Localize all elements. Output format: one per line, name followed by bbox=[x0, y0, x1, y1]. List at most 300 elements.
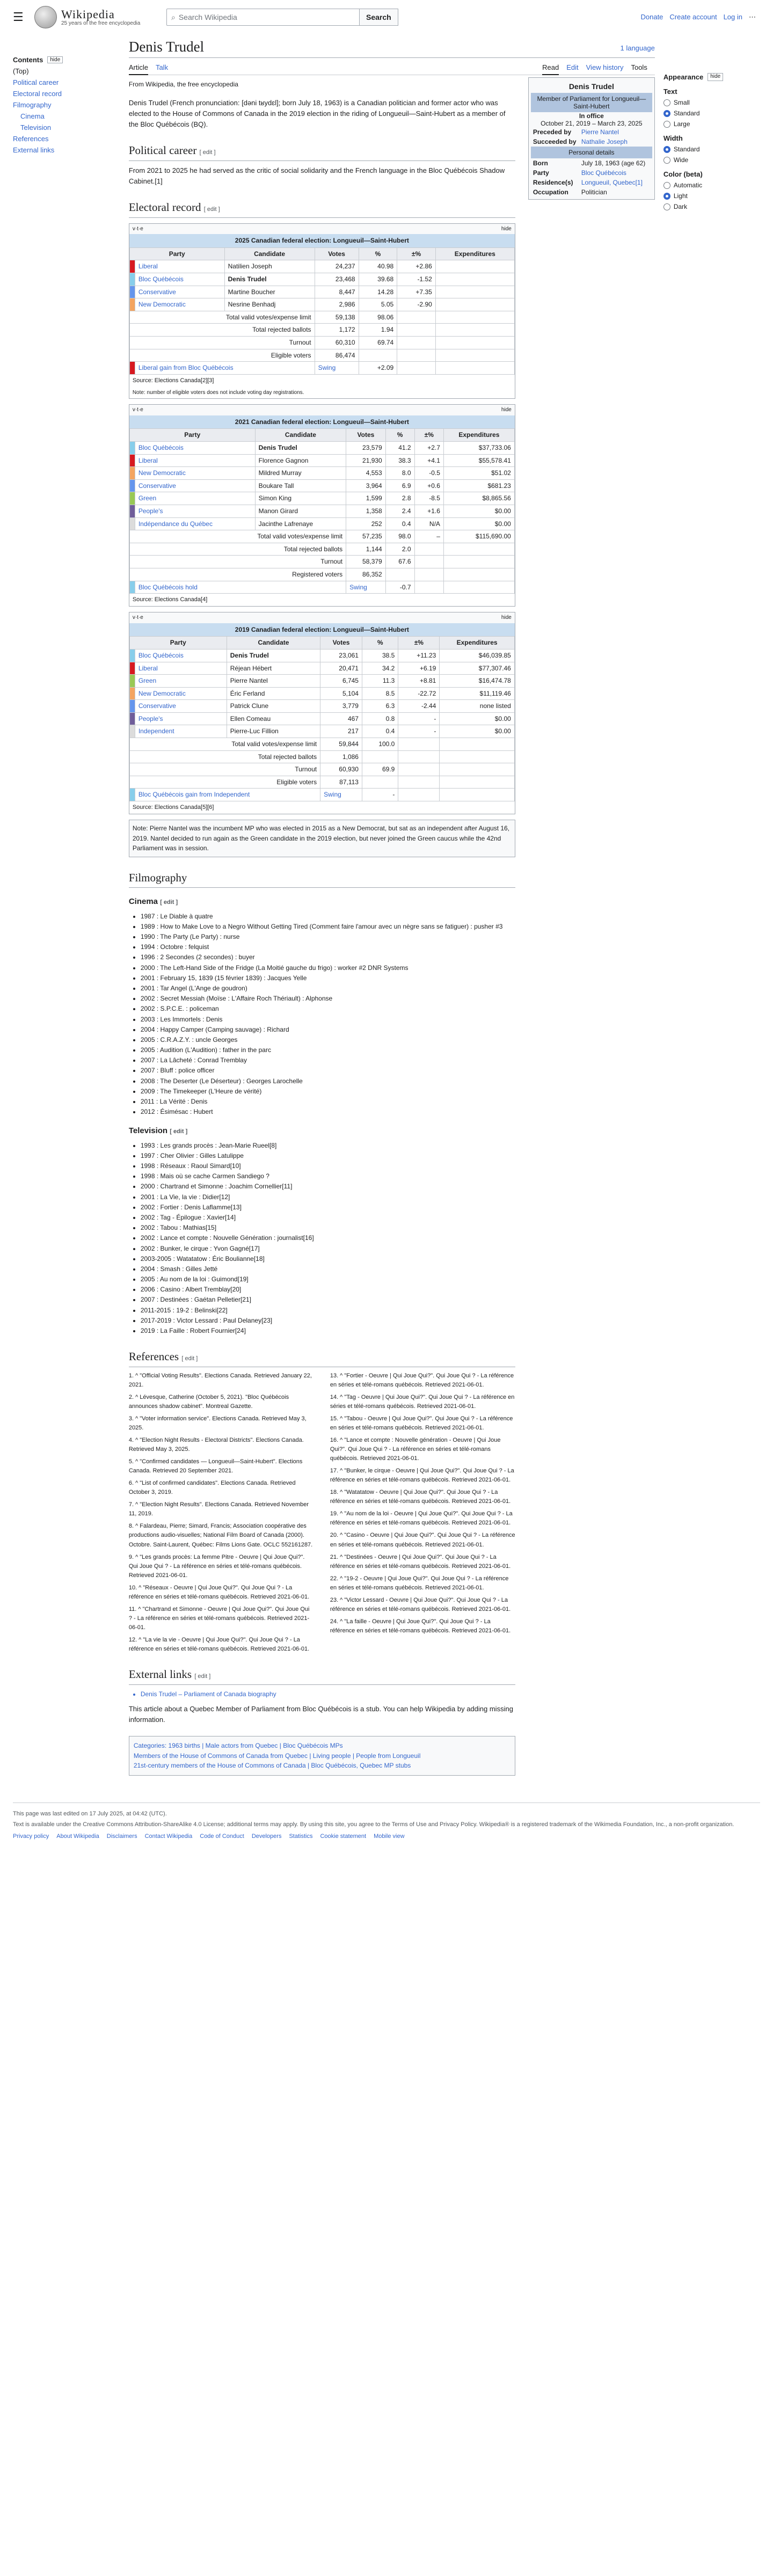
total-value: 98.06 bbox=[359, 311, 397, 324]
candidate-name[interactable]: Florence Gagnon bbox=[255, 454, 346, 467]
total-row bbox=[129, 556, 514, 568]
option-label: Standard bbox=[673, 145, 700, 153]
total-value: 69.9 bbox=[362, 763, 398, 776]
party-name[interactable]: Indépendance du Québec bbox=[135, 517, 255, 530]
cell-value: $681.23 bbox=[443, 479, 514, 492]
infobox-value[interactable]: Longueuil, Quebec[1] bbox=[581, 179, 643, 186]
radio-icon bbox=[663, 99, 670, 106]
footer-link[interactable]: Contact Wikipedia bbox=[144, 1833, 193, 1840]
tab-history[interactable]: View history bbox=[586, 63, 624, 71]
toc-item-television[interactable]: Television bbox=[20, 123, 52, 132]
candidate-name[interactable]: Simon King bbox=[255, 492, 346, 505]
party-name[interactable]: Conservative bbox=[135, 286, 224, 298]
list-item: • 2012 : Ésimésac : Hubert bbox=[141, 1107, 515, 1117]
party-name[interactable]: Independent bbox=[135, 725, 227, 738]
cell-value: 23,579 bbox=[346, 442, 386, 455]
swing-value: - bbox=[362, 789, 398, 801]
cell-value: $0.00 bbox=[443, 517, 514, 530]
vte-links[interactable]: v·t·e bbox=[132, 225, 143, 232]
party-name[interactable]: Liberal bbox=[135, 454, 255, 467]
gain-row bbox=[129, 581, 514, 594]
total-label: Turnout bbox=[129, 337, 315, 349]
footer-link[interactable]: Code of Conduct bbox=[200, 1833, 244, 1840]
infobox-value[interactable]: Nathalie Joseph bbox=[581, 138, 628, 145]
reference-item[interactable]: 22. ^ "19-2 - Oeuvre | Qui Joue Qui?". Qui Joue Qui ? - La référence en séries et télé-romans québécois. Retrieved 2021-06-01. bbox=[330, 1575, 509, 1591]
page-subtitle: From Wikipedia, the free encyclopedia bbox=[128, 81, 238, 88]
footer-link[interactable]: Developers bbox=[251, 1833, 282, 1840]
cell-value: +4.1 bbox=[414, 454, 443, 467]
option-label: Automatic bbox=[673, 181, 703, 189]
edit-section-link[interactable]: [ edit ] bbox=[199, 149, 216, 156]
total-label: Eligible voters bbox=[129, 776, 320, 789]
party-name[interactable]: Bloc Québécois bbox=[135, 442, 255, 455]
toc-hide-button[interactable]: hide bbox=[47, 56, 63, 63]
gain-text[interactable]: Bloc Québécois gain from Independent bbox=[135, 789, 320, 801]
reference-item[interactable]: 2. ^ Lévesque, Catherine (October 5, 2021). "Bloc Québécois announces shadow cabinet". Montreal Gazette. bbox=[128, 1393, 289, 1410]
party-color-swatch bbox=[129, 362, 135, 375]
total-label: Registered voters bbox=[129, 568, 346, 581]
menu-icon[interactable]: ☰ bbox=[13, 10, 24, 24]
radio-icon bbox=[663, 182, 670, 189]
column-header: Party bbox=[129, 429, 255, 442]
party-color-swatch bbox=[129, 712, 135, 725]
search-placeholder: Search Wikipedia bbox=[178, 13, 237, 21]
option-label: Large bbox=[673, 120, 690, 128]
swing-label[interactable]: Swing bbox=[315, 362, 359, 375]
width-wide-option[interactable] bbox=[663, 156, 760, 164]
reference-item[interactable]: 6. ^ "List of confirmed candidates". Elections Canada. Retrieved October 3, 2019. bbox=[128, 1480, 296, 1496]
cell-value bbox=[435, 273, 514, 286]
vte-links[interactable]: v·t·e bbox=[132, 407, 143, 413]
edit-section-link[interactable]: [ edit ] bbox=[170, 1128, 188, 1135]
radio-icon bbox=[663, 203, 670, 210]
party-name[interactable]: Liberal bbox=[135, 260, 224, 273]
gain-text[interactable]: Liberal gain from Bloc Québécois bbox=[135, 362, 315, 375]
reference-item[interactable]: 3. ^ "Voter information service". Elections Canada. Retrieved May 3, 2025. bbox=[128, 1415, 307, 1432]
cell-value: $0.00 bbox=[440, 712, 514, 725]
party-name[interactable]: Bloc Québécois bbox=[135, 273, 224, 286]
cell-value: +8.81 bbox=[398, 675, 440, 688]
cell-value: 5.05 bbox=[359, 298, 397, 311]
radio-icon bbox=[663, 146, 670, 153]
hide-toggle[interactable]: hide bbox=[501, 225, 512, 232]
list-item: • 1998 : Mais où se cache Carmen Sandiego ? bbox=[141, 1171, 515, 1181]
create-account-link[interactable]: Create account bbox=[669, 13, 717, 21]
list-item: • 2002 : Fortier : Denis Laflamme[13] bbox=[141, 1202, 515, 1213]
reference-item[interactable]: 20. ^ "Casino - Oeuvre | Qui Joue Qui?". Qui Joue Qui ? - La référence en séries et télé-romans québécois. Retrieved 2021-06-01. bbox=[330, 1532, 515, 1548]
table-row bbox=[129, 454, 514, 467]
appearance-hide-button[interactable]: hide bbox=[708, 73, 723, 81]
language-button[interactable]: 1 language bbox=[620, 44, 655, 52]
option-label: Wide bbox=[673, 156, 689, 164]
candidate-name[interactable]: Denis Trudel bbox=[255, 442, 346, 455]
tools-menu[interactable]: Tools bbox=[631, 63, 647, 71]
total-row bbox=[129, 776, 514, 789]
party-name[interactable]: Conservative bbox=[135, 479, 255, 492]
footer-link[interactable]: Privacy policy bbox=[13, 1833, 49, 1840]
footer-link[interactable]: Cookie statement bbox=[320, 1833, 367, 1840]
table-row bbox=[129, 467, 514, 480]
total-value bbox=[435, 349, 514, 362]
table-row bbox=[129, 700, 514, 713]
references-heading: References bbox=[128, 1350, 179, 1363]
category-row[interactable]: Members of the House of Commons of Canada from Quebec | Living people | People from Longueuil bbox=[133, 1752, 421, 1760]
gain-text[interactable]: Bloc Québécois hold bbox=[135, 581, 346, 594]
cell-value: -22.72 bbox=[398, 687, 440, 700]
swing-value: +2.09 bbox=[359, 362, 397, 375]
reference-item[interactable]: 21. ^ "Destinées - Oeuvre | Qui Joue Qui?". Qui Joue Qui ? - La référence en séries et télé-romans québécois. Retrieved 2021-06-01. bbox=[330, 1553, 511, 1570]
edit-section-link[interactable]: [ edit ] bbox=[203, 206, 220, 213]
party-color-swatch bbox=[129, 517, 135, 530]
party-name[interactable]: Conservative bbox=[135, 700, 227, 713]
reference-item[interactable]: 9. ^ "Les grands procès: La femme Pitre - Oeuvre | Qui Joue Qui?". Qui Joue Qui ? - La référence en séries et télé-romans québécois. Retrieved 2021-06-01. bbox=[128, 1553, 305, 1579]
search-form bbox=[166, 9, 398, 26]
cell-value: 0.8 bbox=[362, 712, 398, 725]
infobox-value[interactable]: Bloc Québécois bbox=[581, 169, 626, 177]
candidate-name[interactable]: Ellen Comeau bbox=[227, 712, 320, 725]
cell-value: -1.52 bbox=[397, 273, 436, 286]
total-label: Total valid votes/expense limit bbox=[129, 738, 320, 751]
width-standard-option[interactable] bbox=[663, 145, 760, 153]
total-value: 86,474 bbox=[315, 349, 359, 362]
party-name[interactable]: People's bbox=[135, 712, 227, 725]
party-name[interactable]: People's bbox=[135, 505, 255, 518]
cell-value: +2.86 bbox=[397, 260, 436, 273]
toc-item-political-career[interactable]: Political career bbox=[13, 78, 59, 86]
tab-edit[interactable]: Edit bbox=[566, 63, 579, 71]
candidate-name[interactable]: Jacinthe Lafrenaye bbox=[255, 517, 346, 530]
candidate-name[interactable]: Mildred Murray bbox=[255, 467, 346, 480]
reference-item[interactable]: 16. ^ "Lance et compte : Nouvelle génération - Oeuvre | Qui Joue Qui?". Qui Joue Qui ? - La référence en séries et télé-romans québécois. Retrieved 2021-06-01. bbox=[330, 1437, 501, 1462]
table-toolbar bbox=[129, 224, 515, 235]
total-value: 87,113 bbox=[320, 776, 362, 789]
political-career-heading: Political career bbox=[128, 144, 197, 157]
reference-item[interactable]: 10. ^ "Réseaux - Oeuvre | Qui Joue Qui?". Qui Joue Qui ? - La référence en séries et télé-romans québécois. Retrieved 2021-06-01. bbox=[128, 1584, 310, 1600]
cell-value bbox=[435, 298, 514, 311]
party-name[interactable]: New Democratic bbox=[135, 687, 227, 700]
party-color-swatch bbox=[129, 492, 135, 505]
reference-item[interactable]: 18. ^ "Watatatow - Oeuvre | Qui Joue Qui?". Qui Joue Qui ? - La référence en séries et télé-romans québécois. Retrieved 2021-06-01. bbox=[330, 1489, 511, 1505]
edit-section-link[interactable]: [ edit ] bbox=[194, 1673, 211, 1680]
party-color-swatch bbox=[129, 649, 135, 662]
list-item: • 2000 : Chartrand et Simonne : Joachim Cornellier[11] bbox=[141, 1181, 515, 1192]
reference-item[interactable]: 12. ^ "La vie la vie - Oeuvre | Qui Joue Qui?". Qui Joue Qui ? - La référence en séries et télé-romans québécois. Retrieved 2021-06-01. bbox=[128, 1636, 310, 1652]
reference-item[interactable]: 5. ^ "Confirmed candidates — Longueuil—Saint-Hubert". Elections Canada. Retrieved 20 September 2021. bbox=[128, 1458, 303, 1475]
party-name[interactable]: Green bbox=[135, 675, 227, 688]
table-of-contents bbox=[13, 34, 118, 1786]
cinema-list bbox=[129, 911, 515, 1118]
total-value bbox=[440, 750, 514, 763]
total-value bbox=[440, 776, 514, 789]
reference-item[interactable]: 13. ^ "Fortier - Oeuvre | Qui Joue Qui?". Qui Joue Qui ? - La référence en séries et télé-romans québécois. Retrieved 2021-06-01. bbox=[330, 1372, 514, 1388]
empty-cell bbox=[435, 362, 514, 375]
empty-cell bbox=[397, 362, 436, 375]
table-row bbox=[129, 286, 514, 298]
total-label: Total valid votes/expense limit bbox=[129, 311, 315, 324]
total-value bbox=[443, 543, 514, 556]
column-header: Votes bbox=[320, 637, 362, 650]
electoral-record-heading: Electoral record bbox=[128, 201, 201, 214]
total-value bbox=[435, 324, 514, 337]
search-input[interactable] bbox=[166, 9, 360, 26]
option-label: Dark bbox=[673, 203, 688, 210]
infobox-inoffice: In office bbox=[579, 112, 604, 120]
donate-link[interactable]: Donate bbox=[640, 13, 663, 21]
cell-value: 40.98 bbox=[359, 260, 397, 273]
list-item: • 2004 : Smash : Gilles Jetté bbox=[141, 1264, 515, 1274]
election-tables bbox=[129, 223, 515, 814]
hide-toggle[interactable]: hide bbox=[501, 407, 512, 413]
total-value: – bbox=[414, 530, 443, 543]
search-button[interactable]: Search bbox=[360, 9, 398, 26]
cell-value: 217 bbox=[320, 725, 362, 738]
toc-item-filmography[interactable]: Filmography bbox=[13, 101, 52, 109]
cell-value: 21,930 bbox=[346, 454, 386, 467]
search-icon: ⌕ bbox=[171, 12, 176, 21]
license-text: Text is available under the Creative Commons Attribution-ShareAlike 4.0 License; additional terms may apply. By using this site, you agree to the Terms of Use and Privacy Policy. Wikipedia® is a registered trademark of the Wikimedia Foundation, Inc., a non-profit organization. bbox=[13, 1821, 734, 1828]
infobox-label: Born bbox=[533, 159, 548, 167]
reference-item[interactable]: 7. ^ "Election Night Results". Elections Canada. Retrieved November 11, 2019. bbox=[128, 1501, 309, 1517]
total-value: 58,379 bbox=[346, 556, 386, 568]
cell-value: 1,358 bbox=[346, 505, 386, 518]
list-item: • 2007 : Bluff : police officer bbox=[141, 1066, 515, 1076]
top-links bbox=[640, 13, 756, 21]
text-standard-option[interactable] bbox=[663, 110, 760, 117]
list-item: • 1996 : 2 Secondes (2 secondes) : buyer bbox=[141, 952, 515, 962]
more-options-icon[interactable]: ⋯ bbox=[749, 13, 756, 21]
empty-cell bbox=[440, 789, 514, 801]
option-label: Standard bbox=[673, 110, 700, 117]
candidate-name[interactable]: Denis Trudel bbox=[224, 273, 315, 286]
cell-value: $46,039.85 bbox=[440, 649, 514, 662]
party-color-swatch bbox=[129, 479, 135, 492]
candidate-name[interactable]: Réjean Hébert bbox=[227, 662, 320, 675]
column-header: Votes bbox=[346, 429, 386, 442]
empty-cell bbox=[414, 581, 443, 594]
cell-value: +2.7 bbox=[414, 442, 443, 455]
toc-item-electoral-record[interactable]: Electoral record bbox=[13, 90, 62, 98]
gain-row bbox=[129, 789, 514, 801]
total-label: Total rejected ballots bbox=[129, 750, 320, 763]
tab-article[interactable]: Article bbox=[129, 63, 148, 75]
list-item: • 2011 : La Vérité : Denis bbox=[141, 1097, 515, 1107]
main-content bbox=[118, 34, 655, 1786]
total-value bbox=[385, 568, 414, 581]
reference-item[interactable]: 17. ^ "Bunker, le cirque - Oeuvre | Qui Joue Qui?". Qui Joue Qui ? - La référence en séries et télé-romans québécois. Retrieved 2021-06-01. bbox=[330, 1468, 514, 1484]
total-row bbox=[129, 738, 514, 751]
cell-value: +7.35 bbox=[397, 286, 436, 298]
cell-value: 11.3 bbox=[362, 675, 398, 688]
reference-item[interactable]: 8. ^ Falardeau, Pierre; Simard, Francis; Association coopérative des productions audio-visuelles; National Film Board of Canada (2000). Octobre. Saint-Laurent, Québec: Films Lions Gate. OCLC 552161287. bbox=[128, 1523, 313, 1548]
footer-link[interactable]: Mobile view bbox=[374, 1833, 405, 1840]
cell-value: $11,119.46 bbox=[440, 687, 514, 700]
list-item: • 1987 : Le Diable à quatre bbox=[141, 911, 515, 922]
reference-item[interactable]: 23. ^ "Victor Lessard - Oeuvre | Qui Joue Qui?". Qui Joue Qui ? - La référence en séries et télé-romans québécois. Retrieved 2021-06-01. bbox=[330, 1596, 511, 1612]
external-link-parliament[interactable]: • Denis Trudel – Parliament of Canada biography bbox=[141, 1689, 515, 1699]
cell-value bbox=[435, 286, 514, 298]
table-row bbox=[129, 273, 514, 286]
reference-item[interactable]: 4. ^ "Election Night Results - Electoral Districts". Elections Canada. Retrieved May 3, 2025. bbox=[128, 1437, 304, 1453]
column-header: Party bbox=[129, 637, 227, 650]
footer-link[interactable]: Disclaimers bbox=[106, 1833, 137, 1840]
edit-section-link[interactable]: [ edit ] bbox=[181, 1355, 198, 1362]
cell-value: 8,447 bbox=[315, 286, 359, 298]
infobox-title: Denis Trudel bbox=[568, 82, 614, 91]
list-item: • 2011-2015 : 19-2 : Belinski[22] bbox=[141, 1305, 515, 1316]
empty-cell bbox=[398, 789, 440, 801]
infobox-personal-details: Personal details bbox=[531, 147, 652, 158]
total-label: Total rejected ballots bbox=[129, 543, 346, 556]
color-dark-option[interactable] bbox=[663, 203, 760, 210]
candidate-name[interactable]: Boukare Tall bbox=[255, 479, 346, 492]
total-value bbox=[435, 337, 514, 349]
cell-value: 3,779 bbox=[320, 700, 362, 713]
total-value bbox=[443, 556, 514, 568]
party-color-swatch bbox=[129, 662, 135, 675]
election-table bbox=[129, 223, 515, 399]
total-value: 1,172 bbox=[315, 324, 359, 337]
total-row bbox=[129, 311, 514, 324]
list-item: • 2003-2005 : Watatatow : Éric Boulianne[18] bbox=[141, 1254, 515, 1264]
list-item: • 2009 : The Timekeeper (L'Heure de vérité) bbox=[141, 1086, 515, 1097]
infobox-label: Party bbox=[533, 169, 549, 177]
total-value: 1,086 bbox=[320, 750, 362, 763]
total-row bbox=[129, 324, 514, 337]
total-value bbox=[440, 763, 514, 776]
party-name[interactable]: New Democratic bbox=[135, 298, 224, 311]
total-value: 59,844 bbox=[320, 738, 362, 751]
candidate-name[interactable]: Pierre-Luc Fillion bbox=[227, 725, 320, 738]
total-value: 86,352 bbox=[346, 568, 386, 581]
candidate-name[interactable]: Pierre Nantel bbox=[227, 675, 320, 688]
text-large-option[interactable] bbox=[663, 120, 760, 128]
cell-value: 8.5 bbox=[362, 687, 398, 700]
footer-link[interactable]: About Wikipedia bbox=[56, 1833, 99, 1840]
site-logo[interactable] bbox=[34, 6, 140, 28]
source-note: Source: Elections Canada[5][6] bbox=[132, 804, 214, 811]
total-label: Eligible voters bbox=[129, 349, 315, 362]
cell-value: 0.4 bbox=[385, 517, 414, 530]
text-small-option[interactable] bbox=[663, 99, 760, 106]
edit-section-link[interactable]: [ edit ] bbox=[160, 899, 178, 906]
infobox-office: Member of Parliament for Longueuil—Saint-Hubert bbox=[531, 93, 652, 112]
election-caption: 2019 Canadian federal election: Longueuil—Saint-Hubert bbox=[129, 623, 515, 637]
appearance-title: Appearance bbox=[663, 73, 704, 81]
party-name[interactable]: New Democratic bbox=[135, 467, 255, 480]
cinema-heading: Cinema bbox=[128, 897, 158, 907]
cell-value: 4,553 bbox=[346, 467, 386, 480]
party-color-swatch bbox=[129, 286, 135, 298]
total-row bbox=[129, 543, 514, 556]
reference-item[interactable]: 19. ^ "Au nom de la loi - Oeuvre | Qui Joue Qui?". Qui Joue Qui ? - La référence en séries et télé-romans québécois. Retrieved 2021-06-01. bbox=[330, 1510, 513, 1527]
page-tabs bbox=[129, 58, 655, 75]
footer-link[interactable]: Statistics bbox=[289, 1833, 313, 1840]
reference-item[interactable]: 11. ^ "Chartrand et Simonne - Oeuvre | Qui Joue Qui?". Qui Joue Qui ? - La référence en séries et télé-romans québécois. Retrieved 2021-06-01. bbox=[128, 1606, 310, 1631]
cell-value: $8,865.56 bbox=[443, 492, 514, 505]
total-value bbox=[397, 337, 436, 349]
column-header: Party bbox=[129, 247, 224, 260]
list-item: • 1989 : How to Make Love to a Negro Without Getting Tired (Comment faire l'amour avec un nègre sans se fatiguer) : pusher #3 bbox=[141, 922, 515, 932]
cell-value: $51.02 bbox=[443, 467, 514, 480]
toc-item-top[interactable]: (Top) bbox=[13, 67, 29, 75]
toc-item-references[interactable]: References bbox=[13, 135, 49, 143]
column-header: Votes bbox=[315, 247, 359, 260]
table-toolbar bbox=[129, 612, 515, 623]
table-row bbox=[129, 479, 514, 492]
party-color-swatch bbox=[129, 260, 135, 273]
reference-item[interactable]: 15. ^ "Tabou - Oeuvre | Qui Joue Qui?". Qui Joue Qui ? - La référence en séries et télé-romans québécois. Retrieved 2021-06-01. bbox=[330, 1415, 513, 1432]
candidate-name[interactable]: Denis Trudel bbox=[227, 649, 320, 662]
option-label: Small bbox=[673, 99, 690, 106]
color-light-option[interactable] bbox=[663, 192, 760, 200]
party-name[interactable]: Liberal bbox=[135, 662, 227, 675]
cell-value: 2.8 bbox=[385, 492, 414, 505]
list-item: • 2001 : Tar Angel (L'Ange de goudron) bbox=[141, 983, 515, 994]
tab-read[interactable]: Read bbox=[542, 63, 559, 75]
total-row bbox=[129, 530, 514, 543]
stub-notice: This article about a Quebec Member of Parliament from Bloc Québécois is a stub. You can help Wikipedia by adding missing information. bbox=[128, 1704, 513, 1724]
reference-item[interactable]: 14. ^ "Tag - Oeuvre | Qui Joue Qui?". Qui Joue Qui ? - La référence en séries et télé-romans québécois. Retrieved 2021-06-01. bbox=[330, 1393, 515, 1410]
column-header: ±% bbox=[414, 429, 443, 442]
cell-value: $0.00 bbox=[443, 505, 514, 518]
cell-value: 41.2 bbox=[385, 442, 414, 455]
total-value bbox=[359, 349, 397, 362]
list-item: • 2002 : Tabou : Mathias[15] bbox=[141, 1223, 515, 1233]
column-header: % bbox=[359, 247, 397, 260]
list-item: • 2002 : Bunker, le cirque : Yvon Gagné[17] bbox=[141, 1244, 515, 1254]
list-item: • 2005 : Audition (L'Audition) : father in the parc bbox=[141, 1045, 515, 1055]
swing-label[interactable]: Swing bbox=[346, 581, 386, 594]
list-item: • 2002 : Tag - Épilogue : Xavier[14] bbox=[141, 1213, 515, 1223]
cell-value: 38.5 bbox=[362, 649, 398, 662]
candidate-name: Nesrine Benhadj bbox=[224, 298, 315, 311]
login-link[interactable]: Log in bbox=[723, 13, 742, 21]
cell-value: $77,307.46 bbox=[440, 662, 514, 675]
cell-value: 14.28 bbox=[359, 286, 397, 298]
candidate-name[interactable]: Patrick Clune bbox=[227, 700, 320, 713]
total-value bbox=[414, 556, 443, 568]
table-row bbox=[129, 725, 514, 738]
candidate-name[interactable]: Manon Girard bbox=[255, 505, 346, 518]
cell-value: none listed bbox=[440, 700, 514, 713]
reference-item[interactable]: 1. ^ "Official Voting Results". Elections Canada. Retrieved January 22, 2021. bbox=[128, 1372, 312, 1388]
cell-value: -2.44 bbox=[398, 700, 440, 713]
reference-item[interactable]: 24. ^ "La faille - Oeuvre | Qui Joue Qui?". Qui Joue Qui ? - La référence en séries et télé-romans québécois. Retrieved 2021-06-01. bbox=[330, 1618, 511, 1634]
list-item: • 2001 : February 15, 1839 (15 février 1839) : Jacques Yelle bbox=[141, 973, 515, 983]
vte-links[interactable]: v·t·e bbox=[132, 615, 143, 621]
category-row[interactable]: 21st-century members of the House of Commons of Canada | Bloc Québécois, Quebec MP stubs bbox=[133, 1762, 411, 1770]
hide-toggle[interactable]: hide bbox=[501, 615, 512, 621]
candidate-name[interactable]: Éric Ferland bbox=[227, 687, 320, 700]
cell-value: 0.4 bbox=[362, 725, 398, 738]
party-name[interactable]: Bloc Québécois bbox=[135, 649, 227, 662]
radio-icon bbox=[663, 157, 670, 164]
swing-label[interactable]: Swing bbox=[320, 789, 362, 801]
party-name[interactable]: Green bbox=[135, 492, 255, 505]
toc-item-external-links[interactable]: External links bbox=[13, 146, 55, 154]
candidate-name: Martine Boucher bbox=[224, 286, 315, 298]
table-row bbox=[129, 260, 514, 273]
toc-item-cinema[interactable]: Cinema bbox=[20, 112, 45, 120]
infobox-value[interactable]: Pierre Nantel bbox=[581, 128, 619, 136]
table-row bbox=[129, 675, 514, 688]
category-row[interactable]: Categories: 1963 births | Male actors from Quebec | Bloc Québécois MPs bbox=[133, 1742, 343, 1750]
list-item: • 1997 : Cher Olivier : Gilles Latulippe bbox=[141, 1151, 515, 1161]
cell-value: 3,964 bbox=[346, 479, 386, 492]
tab-talk[interactable]: Talk bbox=[155, 63, 169, 71]
color-automatic-option[interactable] bbox=[663, 181, 760, 189]
cell-value: +11.23 bbox=[398, 649, 440, 662]
